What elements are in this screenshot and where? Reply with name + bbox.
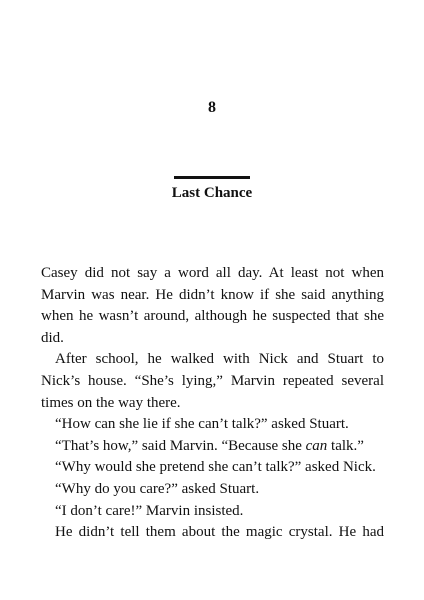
paragraph-continued: He didn’t tell them about the magic crystal. He had <box>55 524 384 541</box>
paragraph: “I don’t care!” Marvin insisted. <box>55 502 244 519</box>
paragraph-text-after-emphasis: talk.” <box>327 437 364 454</box>
chapter-title: Last Chance <box>171 185 253 201</box>
chapter-number: 8 <box>208 99 216 116</box>
paragraph-text-before-emphasis: “That’s how,” said Marvin. “Because she <box>55 437 306 454</box>
chapter-title-rule <box>174 176 250 179</box>
paragraph <box>41 436 384 458</box>
emphasized-word: can <box>305 437 328 454</box>
paragraph: “Why would she pretend she can’t talk?” asked Nick. <box>55 459 376 476</box>
paragraph: “Why do you care?” asked Stuart. <box>55 480 260 497</box>
paragraph: Casey did not say a word all day. At least not when Marvin was near. He didn’t know if she said anything when he wasn’t around, although he suspected that she did. <box>41 265 384 346</box>
paragraph: “How can she lie if she can’t talk?” asked Stuart. <box>55 416 349 433</box>
paragraph: After school, he walked with Nick and Stuart to Nick’s house. “She’s lying,” Marvin repeated several times on the way there. <box>41 351 384 411</box>
chapter-body-text <box>41 263 384 544</box>
